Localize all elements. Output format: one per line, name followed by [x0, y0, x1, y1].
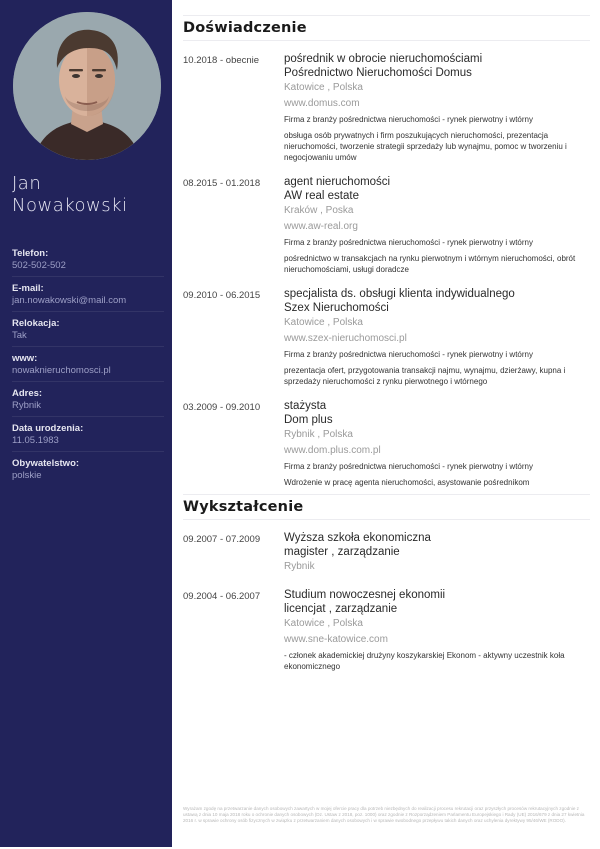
entry-date: 03.2009 - 09.2010: [183, 402, 261, 413]
education-entry: [183, 588, 590, 672]
job-position: stażysta: [284, 400, 327, 412]
job-location: Kraków , Poska: [284, 205, 354, 216]
company-url[interactable]: www.dom.plus.com.pl: [284, 445, 381, 456]
contact-list: [12, 248, 164, 492]
job-location: Katowice , Polska: [284, 82, 363, 93]
contact-label: www:: [12, 353, 38, 364]
job-duties: Wdrożenie w pracę agenta nieruchomości, asystowanie pośrednikom: [284, 478, 530, 487]
contact-value: 502-502-502: [12, 260, 66, 271]
company-name: AW real estate: [284, 190, 359, 202]
entry-date: 09.2004 - 06.2007: [183, 591, 261, 602]
section-title-experience: Doświadczenie: [183, 15, 590, 41]
contact-label: Adres:: [12, 388, 43, 399]
first-name: Jan: [12, 173, 42, 194]
job-position: pośrednik w obrocie nieruchomościami: [284, 53, 483, 65]
entry-date: 08.2015 - 01.2018: [183, 178, 261, 189]
job-location: Rybnik , Polska: [284, 429, 353, 440]
contact-value: jan.nowakowski@mail.com: [12, 295, 127, 306]
section-title-education: Wykształcenie: [183, 494, 590, 520]
entry-body: [284, 175, 590, 275]
job-position: specjalista ds. obsługi klienta indywidualnego: [284, 288, 515, 300]
school-name: Studium nowoczesnej ekonomii: [284, 589, 446, 601]
education-entry: [183, 531, 590, 575]
contact-relocation: [12, 318, 164, 347]
contact-citizenship: [12, 458, 164, 486]
main-content: [183, 0, 590, 672]
school-url[interactable]: www.sne-katowice.com: [284, 634, 388, 645]
job-position: agent nieruchomości: [284, 176, 391, 188]
contact-value: 11.05.1983: [12, 435, 59, 446]
portrait-photo-icon: [13, 12, 161, 160]
experience-entry: [183, 175, 590, 275]
contact-email: [12, 283, 164, 312]
job-duties: prezentacja ofert, przygotowania transakcji najmu, wynajmu, dzierżawy, kupna i sprzedaży nieruchomości z rynku pierwotnego i wtórnego: [284, 366, 566, 386]
contact-address: [12, 388, 164, 417]
contact-value: polskie: [12, 470, 42, 481]
company-name: Szex Nieruchomości: [284, 302, 389, 314]
last-name: Nowakowski: [12, 195, 128, 216]
company-url[interactable]: www.szex-nieruchomosci.pl: [284, 333, 407, 344]
school-name: Wyższa szkoła ekonomiczna: [284, 532, 431, 544]
candidate-name: [12, 173, 167, 217]
contact-label: E-mail:: [12, 283, 44, 294]
sidebar: [0, 0, 172, 847]
education-notes: - członek akademickiej drużyny koszykarskiej Ekonom - aktywny uczestnik koła ekonomicznego: [284, 651, 565, 671]
entry-body: [284, 588, 590, 672]
contact-value: nowaknieruchomosci.pl: [12, 365, 111, 376]
degree: licencjat , zarządzanie: [284, 603, 398, 615]
job-duties: obsługa osób prywatnych i firm poszukujących nieruchomości, prezentacja nieruchomości, tworzenie strategii sprzedaży lub wynajmu, pomoc w tworzeniu i negocjowaniu umów: [284, 131, 567, 162]
entry-body: [284, 52, 590, 163]
entry-date: 09.2010 - 06.2015: [183, 290, 261, 301]
job-location: Katowice , Polska: [284, 317, 363, 328]
contact-label: Obywatelstwo:: [12, 458, 80, 469]
company-description: Firma z branży pośrednictwa nieruchomości - rynek pierwotny i wtórny: [284, 115, 533, 124]
contact-value: Tak: [12, 330, 27, 341]
gdpr-consent-clause: Wyrażam zgodę na przetwarzanie danych osobowych zawartych w mojej ofercie pracy dla potrzeb niezbędnych do realizacji procesu rekrutacji oraz przyszłych procesów rekrutacyjnych zgodnie z ustawą z dnia 10 maja 2018 roku o ochronie danych osobowych (Dz. Ustaw z 2018, poz. 1000) oraz zgodnie z Rozporządzeniem Parlamentu Europejskiego i Rady (UE) 2016/679 z dnia 27 kwietnia 2016 r. w sprawie ochrony osób fizycznych w związku z przetwarzaniem danych osobowych i w sprawie swobodnego przepływu takich danych oraz uchylenia dyrektywy 95/46/WE (RODO).: [183, 806, 585, 824]
job-duties: pośrednictwo w transakcjach na rynku pierwotnym i wtórnym nieruchomości, obrót nieruchomościami, usługi doradcze: [284, 254, 576, 274]
school-location: Katowice , Polska: [284, 618, 363, 629]
company-name: Pośrednictwo Nieruchomości Domus: [284, 67, 472, 79]
company-description: Firma z branży pośrednictwa nieruchomości - rynek pierwotny i wtórny: [284, 238, 533, 247]
contact-birthdate: [12, 423, 164, 452]
profile-photo: [13, 12, 161, 160]
school-location: Rybnik: [284, 561, 315, 572]
experience-entry: [183, 287, 590, 387]
entry-body: [284, 399, 590, 488]
entry-body: [284, 287, 590, 387]
experience-entry: [183, 399, 590, 488]
company-url[interactable]: www.aw-real.org: [284, 221, 358, 232]
company-description: Firma z branży pośrednictwa nieruchomości - rynek pierwotny i wtórny: [284, 462, 533, 471]
company-url[interactable]: www.domus.com: [284, 98, 360, 109]
entry-date: 10.2018 - obecnie: [183, 55, 260, 66]
experience-entry: [183, 52, 590, 163]
company-description: Firma z branży pośrednictwa nieruchomości - rynek pierwotny i wtórny: [284, 350, 533, 359]
company-name: Dom plus: [284, 414, 333, 426]
contact-website: [12, 353, 164, 382]
contact-label: Relokacja:: [12, 318, 60, 329]
contact-value: Rybnik: [12, 400, 42, 411]
entry-body: [284, 531, 590, 575]
degree: magister , zarządzanie: [284, 546, 400, 558]
contact-label: Data urodzenia:: [12, 423, 84, 434]
entry-date: 09.2007 - 07.2009: [183, 534, 261, 545]
contact-label: Telefon:: [12, 248, 49, 259]
contact-phone: [12, 248, 164, 277]
